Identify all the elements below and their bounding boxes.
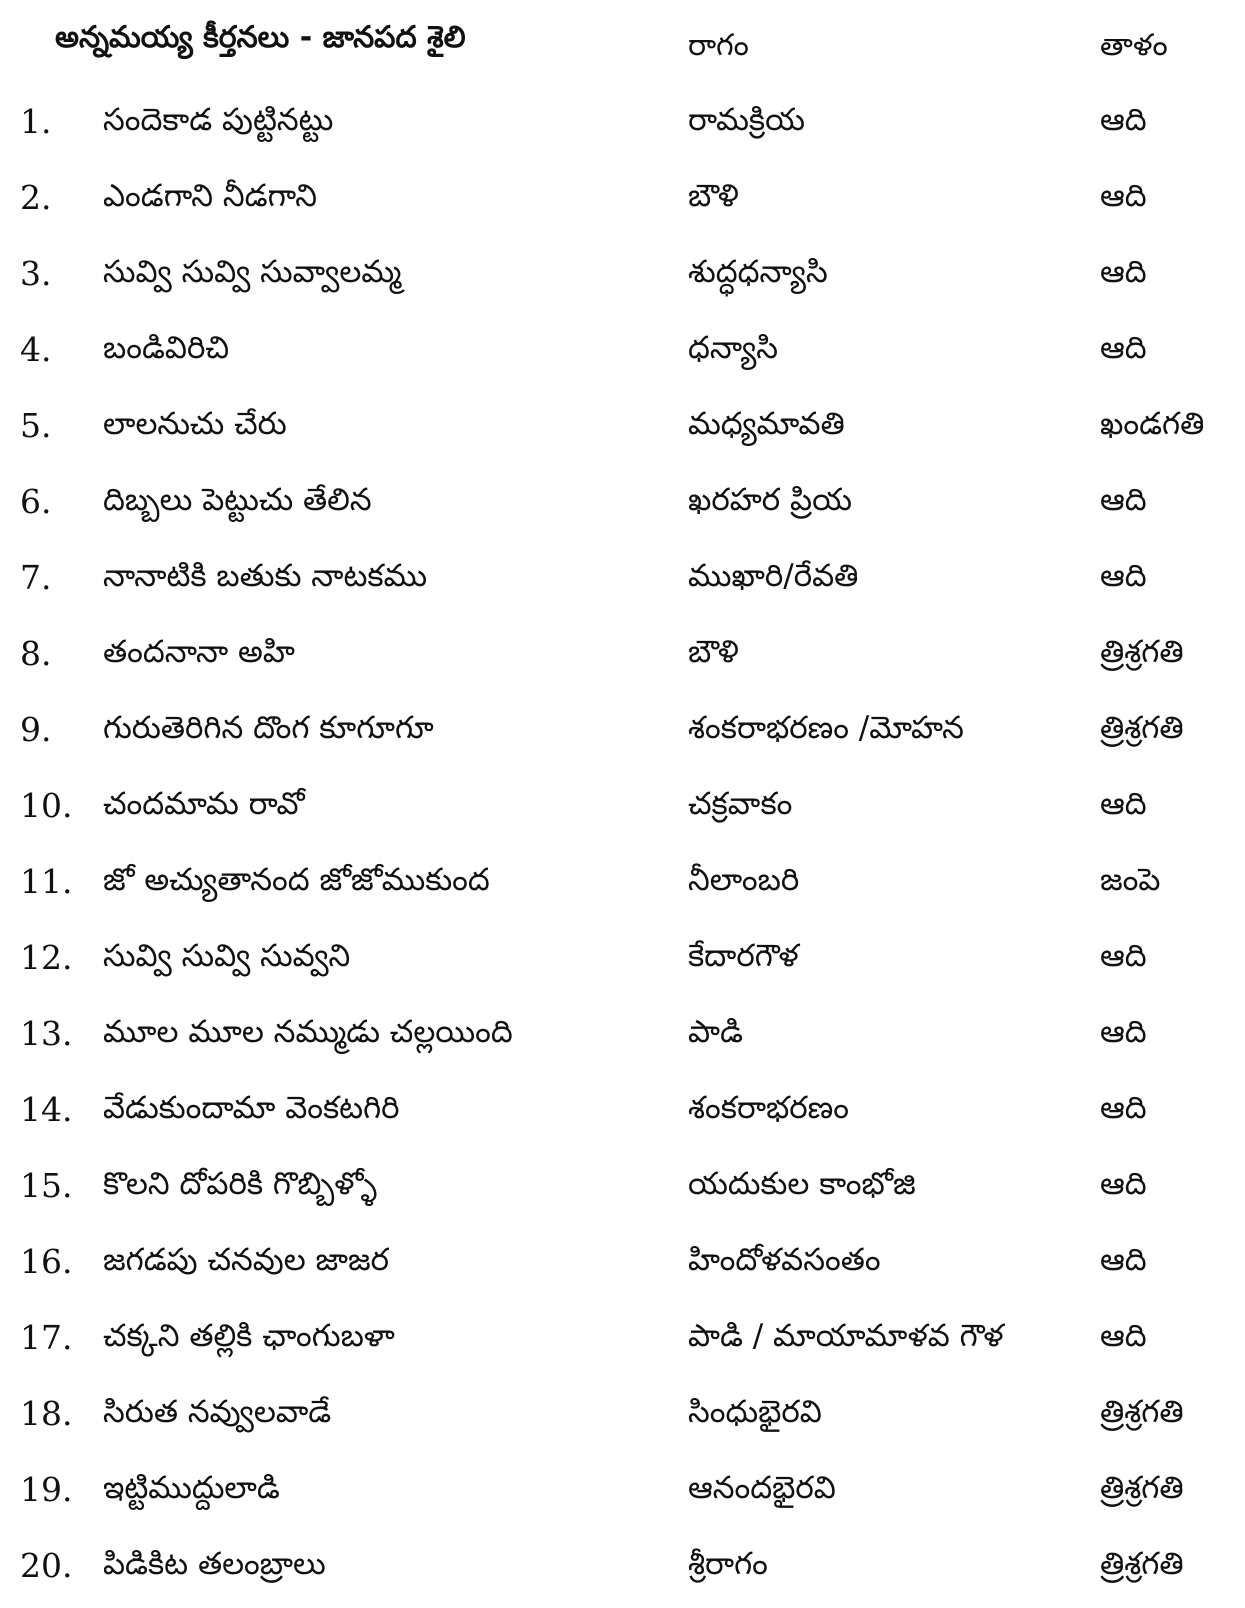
tala-name: ఆది xyxy=(1100,1090,1147,1126)
row-number: 8. xyxy=(20,634,52,673)
table-row xyxy=(0,468,1245,544)
row-number: 17. xyxy=(20,1318,73,1357)
song-title: ఇట్టిముద్దులాడి xyxy=(103,1470,280,1506)
raga-name: బౌళి xyxy=(688,178,739,214)
raga-name: ముఖారి/రేవతి xyxy=(688,558,859,594)
tala-name: ఆది xyxy=(1100,102,1147,138)
table-row xyxy=(0,88,1245,164)
raga-name: శంకరాభరణం /మోహన xyxy=(688,710,964,746)
row-number: 18. xyxy=(20,1394,73,1433)
table-row xyxy=(0,1380,1245,1456)
tala-column-header: తాళం xyxy=(1100,28,1168,63)
table-header xyxy=(0,14,1245,76)
table-row xyxy=(0,1152,1245,1228)
row-number: 7. xyxy=(20,558,52,597)
raga-name: శంకరాభరణం xyxy=(688,1090,849,1126)
table-row xyxy=(0,1000,1245,1076)
table-row xyxy=(0,164,1245,240)
row-number: 6. xyxy=(20,482,52,521)
tala-name: ఆది xyxy=(1100,938,1147,974)
song-title: బండివిరిచి xyxy=(103,330,230,366)
raga-column-header: రాగం xyxy=(688,28,749,63)
raga-name: ధన్యాసి xyxy=(688,330,779,366)
song-title: జగడపు చనవుల జాజర xyxy=(103,1242,390,1278)
row-number: 9. xyxy=(20,710,52,749)
tala-name: ఆది xyxy=(1100,1166,1147,1202)
tala-name: త్రిశ్రగతి xyxy=(1100,1394,1184,1430)
table-row xyxy=(0,696,1245,772)
row-number: 5. xyxy=(20,406,52,445)
table-row xyxy=(0,240,1245,316)
tala-name: ఆది xyxy=(1100,786,1147,822)
tala-name: త్రిశ్రగతి xyxy=(1100,1470,1184,1506)
raga-name: మధ్యమావతి xyxy=(688,406,845,442)
raga-name: ఖరహర ప్రియ xyxy=(688,482,852,518)
song-title: జో అచ్యుతానంద జోజోముకుంద xyxy=(103,862,490,898)
raga-name: కేదారగౌళ xyxy=(688,938,799,974)
tala-name: ఆది xyxy=(1100,482,1147,518)
table-row xyxy=(0,392,1245,468)
raga-name: నీలాంబరి xyxy=(688,862,800,898)
raga-name: పాడి xyxy=(688,1014,743,1050)
song-title: ఎండగాని నీడగాని xyxy=(103,178,317,214)
table-row xyxy=(0,1532,1245,1608)
raga-name: పాడి / మాయామాళవ గౌళ xyxy=(688,1318,1004,1354)
song-title: చందమామ రావో xyxy=(103,786,305,822)
tala-name: ఆది xyxy=(1100,1318,1147,1354)
song-title: కొలని దోపరికి గొబ్బిళ్ళో xyxy=(103,1166,378,1202)
song-title: సందెకాడ పుట్టినట్టు xyxy=(103,102,334,138)
song-title: లాలనుచు చేరు xyxy=(103,406,287,442)
row-number: 13. xyxy=(20,1014,73,1053)
table-row xyxy=(0,924,1245,1000)
row-number: 10. xyxy=(20,786,73,825)
tala-name: ఆది xyxy=(1100,254,1147,290)
table-row xyxy=(0,772,1245,848)
tala-name: ఆది xyxy=(1100,1014,1147,1050)
song-title: సిరుత నవ్వులవాడే xyxy=(103,1394,332,1430)
song-list xyxy=(0,88,1245,1608)
raga-name: యదుకుల కాంభోజి xyxy=(688,1166,916,1202)
raga-name: హిందోళవసంతం xyxy=(688,1242,881,1278)
row-number: 12. xyxy=(20,938,73,977)
row-number: 2. xyxy=(20,178,52,217)
table-row xyxy=(0,848,1245,924)
row-number: 3. xyxy=(20,254,52,293)
song-title: చక్కని తల్లికి ఛాంగుబళా xyxy=(103,1318,395,1354)
raga-name: ఆనందభైరవి xyxy=(688,1470,836,1506)
row-number: 11. xyxy=(20,862,73,901)
tala-name: ఆది xyxy=(1100,558,1147,594)
tala-name: ఆది xyxy=(1100,1242,1147,1278)
raga-name: శుద్ధధన్యాసి xyxy=(688,254,828,290)
tala-name: త్రిశ్రగతి xyxy=(1100,1546,1184,1582)
raga-name: రామక్రియ xyxy=(688,102,805,138)
row-number: 20. xyxy=(20,1546,73,1585)
table-row xyxy=(0,1076,1245,1152)
tala-name: ఆది xyxy=(1100,178,1147,214)
raga-name: సింధుభైరవి xyxy=(688,1394,822,1430)
table-row xyxy=(0,1304,1245,1380)
row-number: 19. xyxy=(20,1470,73,1509)
song-title: నానాటికి బతుకు నాటకము xyxy=(103,558,428,594)
song-title: వేడుకుందామా వెంకటగిరి xyxy=(103,1090,400,1126)
table-row xyxy=(0,544,1245,620)
row-number: 14. xyxy=(20,1090,73,1129)
tala-name: త్రిశ్రగతి xyxy=(1100,634,1184,670)
tala-name: జంపె xyxy=(1100,862,1161,898)
table-row xyxy=(0,1456,1245,1532)
song-title: గురుతెరిగిన దొంగ కూగూగూ xyxy=(103,710,434,746)
song-title: మూల మూల నమ్ముడు చల్లయింది xyxy=(103,1014,513,1050)
song-title: సువ్వి సువ్వి సువ్వాలమ్మ xyxy=(103,254,402,290)
raga-name: శ్రీరాగం xyxy=(688,1546,768,1582)
song-title: సువ్వి సువ్వి సువ్వని xyxy=(103,938,351,974)
song-title: తందనానా అహి xyxy=(103,634,295,670)
row-number: 1. xyxy=(20,102,52,141)
table-row xyxy=(0,620,1245,696)
row-number: 16. xyxy=(20,1242,73,1281)
raga-name: చక్రవాకం xyxy=(688,786,793,822)
table-row xyxy=(0,316,1245,392)
row-number: 15. xyxy=(20,1166,73,1205)
tala-name: ఖండగతి xyxy=(1100,406,1205,442)
song-title: దిబ్బలు పెట్టుచు తేలిన xyxy=(103,482,372,518)
row-number: 4. xyxy=(20,330,52,369)
page-title: అన్నమయ్య కీర్తనలు - జానపద శైలి xyxy=(55,20,466,55)
raga-name: బౌళి xyxy=(688,634,739,670)
tala-name: త్రిశ్రగతి xyxy=(1100,710,1184,746)
song-title: పిడికిట తలంబ్రాలు xyxy=(103,1546,326,1582)
tala-name: ఆది xyxy=(1100,330,1147,366)
table-row xyxy=(0,1228,1245,1304)
